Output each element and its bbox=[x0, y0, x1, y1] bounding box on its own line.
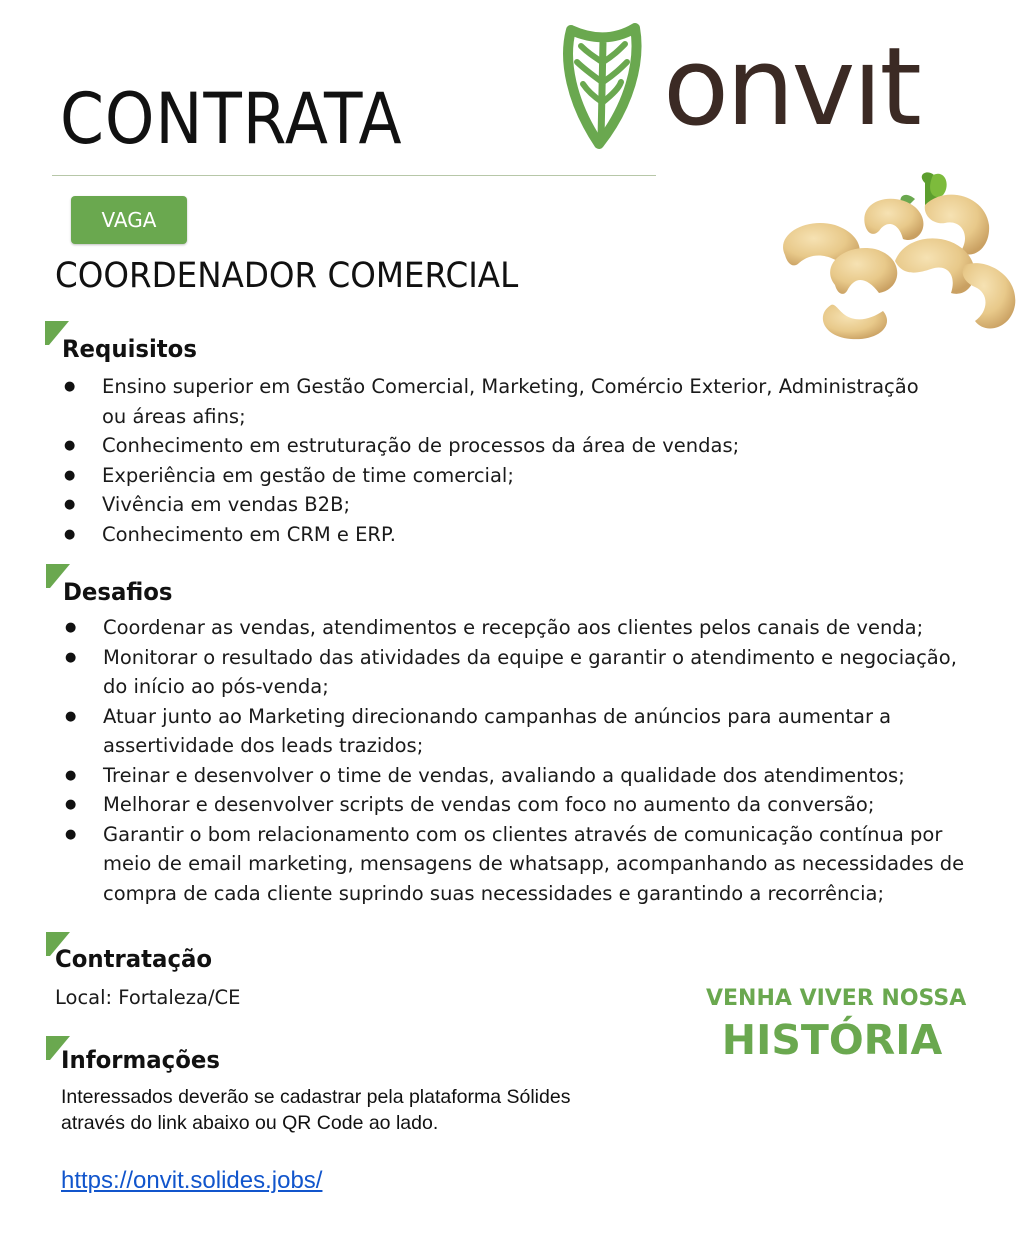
page-title: CONTRATA bbox=[60, 78, 403, 160]
job-title: COORDENADOR COMERCIAL bbox=[55, 256, 519, 296]
list-item: ● Conhecimento em estruturação de processos da área de vendas; bbox=[64, 431, 944, 461]
list-item: ● Vivência em vendas B2B; bbox=[64, 490, 944, 520]
list-item: ● Treinar e desenvolver o time de vendas, avaliando a qualidade dos atendimentos; bbox=[65, 761, 977, 791]
section-heading-informacoes: Informações bbox=[61, 1046, 220, 1074]
list-item: ● Ensino superior em Gestão Comercial, Marketing, Comércio Exterior, Administração ou áreas afins; bbox=[64, 372, 944, 431]
vaga-badge: VAGA bbox=[71, 196, 187, 244]
list-item: ● Conhecimento em CRM e ERP. bbox=[64, 520, 944, 550]
desafios-list bbox=[65, 613, 977, 908]
requisitos-list bbox=[64, 372, 944, 549]
application-link[interactable]: https://onvit.solides.jobs/ bbox=[61, 1167, 323, 1194]
info-line-1: Interessados deverão se cadastrar pela plataforma Sólides bbox=[61, 1086, 571, 1108]
list-item: ● Melhorar e desenvolver scripts de vendas com foco no aumento da conversão; bbox=[65, 790, 977, 820]
local-text: Local: Fortaleza/CE bbox=[55, 986, 241, 1009]
section-heading-requisitos: Requisitos bbox=[62, 335, 197, 363]
onvit-logo bbox=[563, 22, 943, 154]
info-line-2: através do link abaixo ou QR Code ao lado. bbox=[61, 1112, 439, 1134]
list-item: ● Coordenar as vendas, atendimentos e recepção aos clientes pelos canais de venda; bbox=[65, 613, 977, 643]
section-heading-desafios: Desafios bbox=[63, 578, 173, 606]
header-divider bbox=[52, 175, 656, 176]
list-item: ● Atuar junto ao Marketing direcionando campanhas de anúncios para aumentar a assertividade dos leads trazidos; bbox=[65, 702, 977, 761]
list-item: ● Experiência em gestão de time comercial; bbox=[64, 461, 944, 491]
list-item: ● Garantir o bom relacionamento com os clientes através de comunicação contínua por meio de email marketing, mensagens de whatsapp, acompanhando as necessidades de compra de cada cliente suprindo suas necessidades e garantindo a recorrência; bbox=[65, 820, 977, 909]
section-heading-contratacao: Contratação bbox=[55, 945, 213, 973]
cta-line-1: VENHA VIVER NOSSA bbox=[706, 986, 967, 1011]
list-item: ● Monitorar o resultado das atividades da equipe e garantir o atendimento e negociação, do início ao pós-venda; bbox=[65, 643, 977, 702]
cashew-image bbox=[775, 165, 1020, 349]
logo-wordmark: onvıt bbox=[663, 25, 919, 150]
cta-line-2: HISTÓRIA bbox=[721, 1016, 943, 1064]
leaf-icon bbox=[563, 22, 943, 150]
